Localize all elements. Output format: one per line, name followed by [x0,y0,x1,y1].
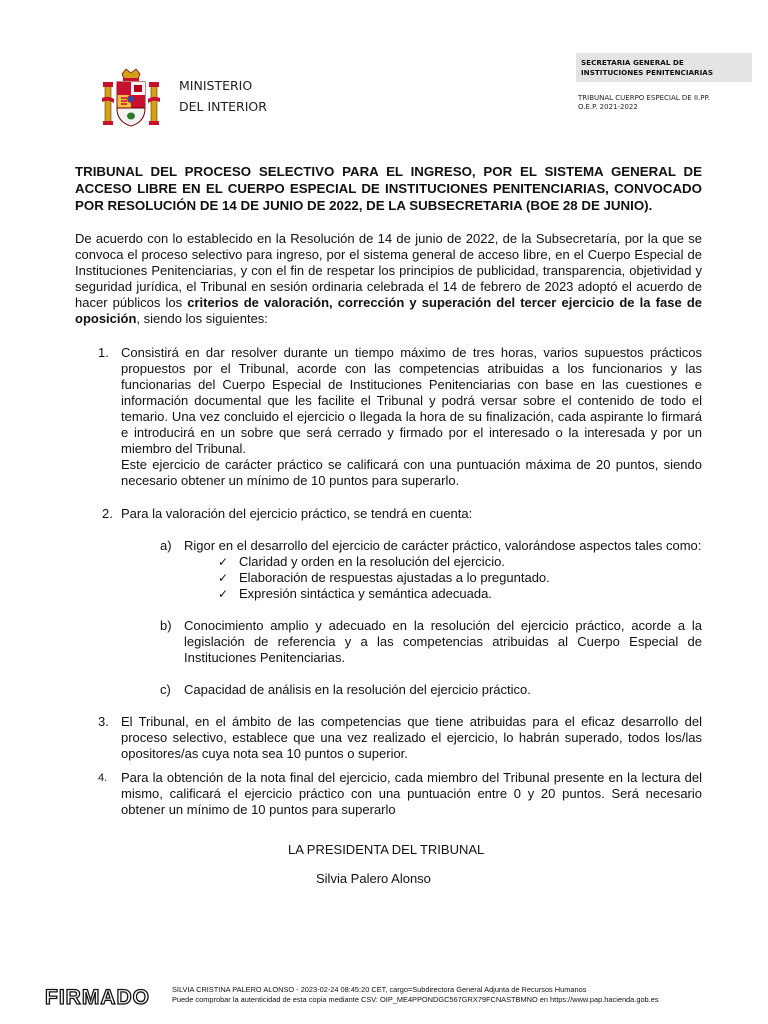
subitem-letter: a) [160,538,172,553]
checkmark-icon: ✓ [218,587,229,601]
item-1-text-scoring: Este ejercicio de carácter práctico se calificará con una puntuación máxima de 20 puntos, siendo necesario obtener un mínimo de 10 puntos para superarlo. [121,457,702,488]
csv-verification-line: Puede comprobar la autenticidad de esta copia mediante CSV: OIP_ME4PPONDGC567GRX79FCNASTBMNO en https://www.pap.hacienda.gob.es [172,995,659,1004]
intro-paragraph [75,231,702,327]
check-item: Elaboración de respuestas ajustadas a lo preguntado. [239,570,550,585]
item-number: 2. [102,506,113,521]
intro-text-end: , siendo los siguientes: [136,311,268,326]
subitem-letter: b) [160,618,172,633]
tribunal-reference-line2: O.E.P. 2021-2022 [578,103,638,111]
ministry-name-line2: DEL INTERIOR [179,99,267,114]
check-item: Expresión sintáctica y semántica adecuada. [239,586,492,601]
intro-text: De acuerdo con lo establecido en la Resolución de 14 de junio de 2022, de la Subsecretaría, por la que se convoca el proceso selectivo para ingreso, por el sistema general de acceso libre, en el Cuerpo Especial de Instituciones Penitenciarias, y con el fin de respetar los principios de publicidad, transparencia, objetividad y seguridad jurídica, el Tribunal en sesión ordinaria celebrada el 14 de febrero de 2023 adoptó el acuerdo de hacer públicos los [75,231,702,310]
secretaria-header-box [576,53,752,82]
item-2-text: Para la valoración del ejercicio práctico, se tendrá en cuenta: [121,506,473,521]
intro-bold-criteria: criterios de valoración, corrección y superación del tercer ejercicio de la fase de oposición [75,295,702,326]
coat-of-arms-logo [100,68,162,130]
tribunal-reference-line1: TRIBUNAL CUERPO ESPECIAL DE II.PP. [578,94,710,102]
item-number: 3. [98,714,109,729]
ministry-name-line1: MINISTERIO [179,78,253,93]
document-title: TRIBUNAL DEL PROCESO SELECTIVO PARA EL INGRESO, POR EL SISTEMA GENERAL DE ACCESO LIBRE EN EL CUERPO ESPECIAL DE INSTITUCIONES PENITENCIARIAS, CONVOCADO POR RESOLUCIÓN DE 14 DE JUNIO DE 2022, DE LA SUBSECRETARIA (BOE 28 DE JUNIO). [75,164,702,213]
item-1-text: Consistirá en dar resolver durante un tiempo máximo de tres horas, varios supuestos prácticos propuestos por el Tribunal, acorde con las competencias atribuidas a los funcionarios y las funcionarias del Cuerpo Especial de Instituciones Penitenciarias con base en las cuestiones e información documental que les facilite el Tribunal y podrá versar sobre el contenido de todo el temario. Una vez concluido el ejercicio o llegada la hora de su finalización, cada aspirante lo firmará e introducirá en un sobre que será cerrado y firmado por el interesado o la interesada y por un miembro del Tribunal. [121,345,702,456]
secretaria-line2: INSTITUCIONES PENITENCIARIAS [581,68,714,77]
item-number: 1. [98,345,109,360]
item-number: 4. [98,772,108,784]
firmado-stamp: FIRMADO [45,986,150,1009]
signature-metadata-line: SILVIA CRISTINA PALERO ALONSO - 2023-02-24 08:45:20 CET, cargo=Subdirectora General Adjunta de Recursos Humanos [172,985,587,994]
checkmark-icon: ✓ [218,571,229,585]
signature-name: Silvia Palero Alonso [316,871,431,886]
subitem-letter: c) [160,682,171,697]
subitem-c-text: Capacidad de análisis en la resolución del ejercicio práctico. [184,682,531,697]
item-3-text: El Tribunal, en el ámbito de las competencias que tiene atribuidas para el eficaz desarrollo del proceso selectivo, establece que una vez realizado el ejercicio, lo habrán superado, todos los/las opositores/as cuya nota sea 10 puntos o superior. [121,714,702,761]
checkmark-icon: ✓ [218,555,229,569]
check-item: Claridad y orden en la resolución del ejercicio. [239,554,505,569]
signature-title: LA PRESIDENTA DEL TRIBUNAL [288,842,485,857]
subitem-a-text: Rigor en el desarrollo del ejercicio de carácter práctico, valorándose aspectos tales como: [184,538,702,553]
secretaria-line1: SECRETARIA GENERAL DE [581,58,684,67]
item-4-text: Para la obtención de la nota final del ejercicio, cada miembro del Tribunal presente en la lectura del mismo, calificará el ejercicio práctico con una puntuación entre 0 y 20 puntos. Será necesario obtener un mínimo de 10 puntos para superarlo [121,770,702,817]
subitem-b-text: Conocimiento amplio y adecuado en la resolución del ejercicio práctico, acorde a la legislación de referencia y a las competencias atribuidas al Cuerpo Especial de Instituciones Penitenciarias. [184,618,702,665]
